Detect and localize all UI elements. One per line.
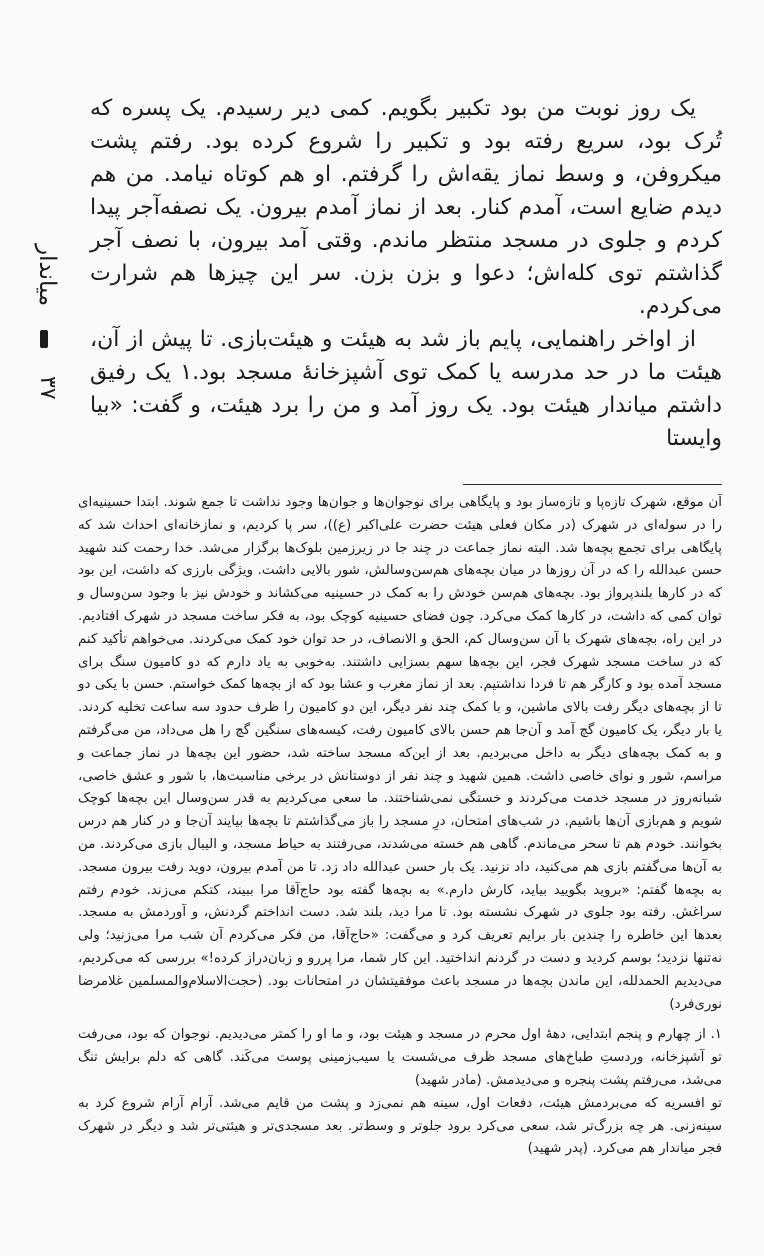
page-number: ۳۷ [35, 376, 60, 400]
footnote-1: ۱. از چهارم و پنجم ابتدایی، دههٔ اول محرم در مسجد و هیئت بود، و ما او را کمتر می‌دیدیم. نوجوان که بود، می‌رفت تو آشپزخانه، وردستِ طباخ‌های مسجد ظرف می‌شست یا سیب‌زمینی پوست می‌کَند. گاهی که دلم برایش تنگ می‌شد، می‌رفتم پشت پنجره و می‌دیدمش. (مادر شهید) [78, 1027, 722, 1088]
footnote-continued: آن موقع، شهرک تازه‌پا و تازه‌ساز بود و پایگاهی برای نوجوان‌ها و جوان‌ها وجود نداشت تا جمع شوند. ابتدا حسینیه‌ای را در سوله‌ای در شهرک (در مکان فعلی هیئت حضرت علی‌اکبر (ع))، سر پا کردیم، و نمازخانه‌ای احداث شد که پایگاهی برای تجمع بچه‌ها شد. البته نماز جماعت در چند جا در زیرزمین بلوک‌ها برگزار می‌شد. خدا رحمت کند شهید حسن عبدالله را که در آن روزها در میان بچه‌های هم‌سن‌وسالش، شور بالایی داشت. ویژگی بارزی که داشت، این بود که در کارها بلندپرواز بود. بچه‌های هم‌سن خودش را به کمک در حسینیه می‌کشاند و خودش نیز با وجود سن‌وسال و توان کمی که داشت، در کارها کمک می‌کرد. چون فضای حسینیه کوچک بود، به فکر ساخت مسجد در شهرک افتادیم. در این راه، بچه‌های شهرک با آن سن‌وسال کم، الحق و الانصاف، در حد توان خود کمک می‌کردند. می‌خواهم تأکید کنم که در ساخت مسجد شهرک فجر، این بچه‌ها سهم بسزایی داشتند. به‌خوبی به یاد دارم که دو کامیون سنگ برای مسجد آمده بود و کارگر هم تا فردا نداشتیم. بعد از نماز مغرب و عشا بود که از بچه‌ها کمک خواستم. حسن با یکی دو تا از بچه‌های دیگر رفت بالای ماشین، و با کمک چند نفر دیگر، این دو کامیون را ظرف حدود سه ساعت تخلیه کردند. یا بار دیگر، یک کامیون گچ آمد و آن‌جا هم حسن بالای کامیون رفت، کیسه‌های سنگین گچ را هل می‌داد، من می‌گرفتم و به کمک بچه‌های دیگر به داخل می‌بردیم. بعد از این‌که مسجد ساخته شد، حضور این بچه‌ها در نماز جماعت و مراسم، شور و نوای خاصی داشت. همین شهید و چند نفر از دوستانش در برخی مناسبت‌ها، با شور و عشق خاصی، شبانه‌روز در مسجد خدمت می‌کردند و خستگی نمی‌شناختند. ما سعی می‌کردیم به قدر سن‌وسال این بچه‌ها کوچک شویم و هم‌بازی آن‌ها باشیم. در شب‌های امتحان، درِ مسجد را باز می‌گذاشتم تا بچه‌ها بیایند آن‌جا و در کنار هم درس بخوانند. خودم هم تا سحر می‌ماندم. گاهی هم خسته می‌شدند، می‌رفتند به حیاط مسجد، و الیبال بازی می‌کردند. من به آن‌ها می‌گفتم بازی هم می‌کنید، داد نزنید. یک بار حسن عبدالله داد زد. تا من آمدم بیرون، دوید رفت بیرون مسجد. به بچه‌ها گفتم: «بروید بگویید بیاید، کارش دارم.» به بچه‌ها گفته بود حاج‌آقا مرا ببیند، کتکم می‌زند. خودم رفتم سراغش. رفته بود جلوی در شهرک نشسته بود. تا مرا دید، بلند شد. دست انداختم گردنش، و آوردمش به مسجد. بعدها این خاطره را چندین بار برایم تعریف کرد و می‌گفت: «حاج‌آقا، من فکر می‌کردم آن شب مرا می‌زنید؛ ولی نه‌تنها نزدید؛ بوسم کردید و دست در گردنم انداختید. این کار شما، مرا پررو و زبان‌دراز کرده!» بررسی که می‌کردیم، می‌دیدیم الحمدلله، این ماندن بچه‌ها در مسجد باعث موفقیتشان در امتحانات بود. (حجت‌الاسلام‌والمسلمین غلامرضا نوری‌فرد) [78, 495, 722, 1012]
page-margin-header [26, 230, 66, 430]
main-text [90, 92, 722, 455]
footnotes [78, 492, 722, 1161]
footnote-separator [463, 484, 722, 485]
margin-bracket-mark [40, 330, 48, 348]
main-paragraph: از اواخر راهنمایی، پایم باز شد به هیئت و هیئت‌بازی. تا پیش از آن، هیئت ما در حد مدرسه یا کمک توی آشپزخانهٔ مسجد بود.۱ یک رفیق داشتم میاندار هیئت بود. یک روز آمد و من را برد هیئت، و گفت: «بیا وایستا [90, 327, 722, 451]
footnote-gap [78, 1016, 722, 1024]
running-title: میاندار [34, 243, 60, 307]
footnote-1-continued: تو افسریه که می‌بردمش هیئت، دفعات اول، سینه هم نمی‌زد و پشت من قایم می‌شد. آرام آرام شروع کرد به سینه‌زنی. هر چه بزرگ‌تر شد، سعی می‌کرد برود جلوتر و وسط‌تر. بعد مسجدی‌تر و هیئتی‌تر شد و دیگر در شهرک فجر میاندار هم می‌کرد. (پدر شهید) [78, 1095, 722, 1157]
main-paragraph: یک روز نوبت من بود تکبیر بگویم. کمی دیر رسیدم. یک پسره که تُرک بود، سریع رفته بود و تکبیر را شروع کرده بود. رفتم پشت میکروفن، و وسط نماز یقه‌اش را گرفتم. او هم کوتاه نیامد. من هم دیدم ضایع است، آمدم کنار. بعد از نماز آمدم بیرون. یک نصفه‌آجر پیدا کردم و جلوی در مسجد منتظر ماندم. وقتی آمد بیرون، با نصف آجر گذاشتم توی کله‌اش؛ دعوا و بزن بزن. سر این چیزها هم شرارت می‌کردم. [90, 96, 722, 319]
